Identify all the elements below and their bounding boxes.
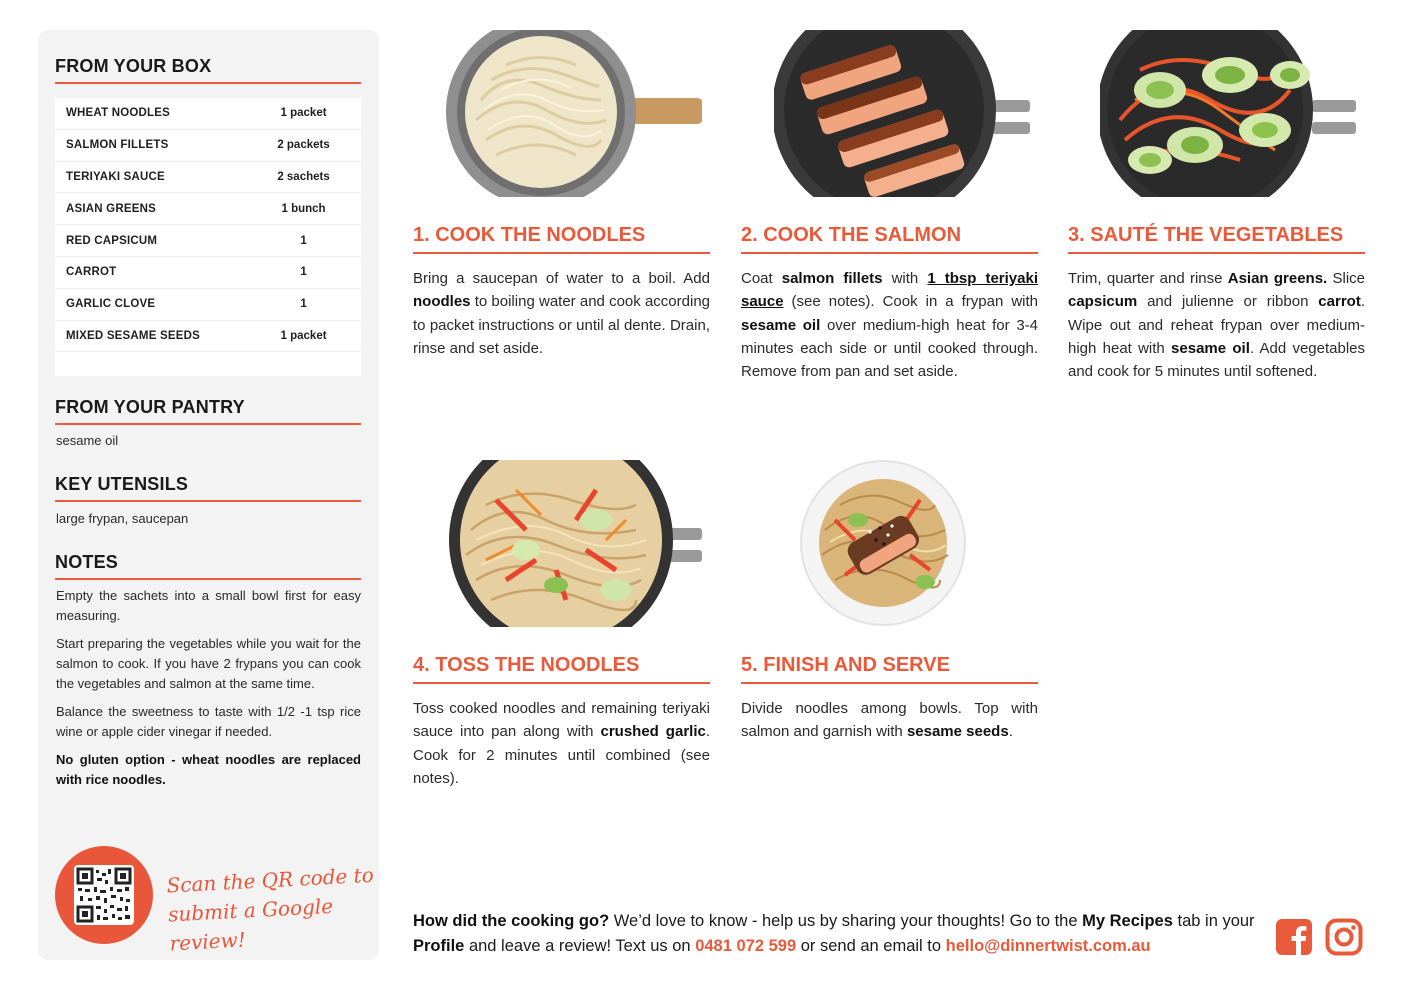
ingredient-name: SALMON FILLETS [66, 139, 169, 152]
notes-heading: NOTES [55, 552, 361, 580]
qr-caption-line: Scan the QR code to [165, 862, 375, 898]
pantry-heading: FROM YOUR PANTRY [55, 397, 361, 425]
note-item: Start preparing the vegetables while you wait for the salmon to cook. If you have 2 frypans you can cook the vegetables and salmon at the same time. [56, 636, 361, 691]
step-4-body: Toss cooked noodles and remaining teriyaki sauce into pan along with crushed garlic. Cook for 2 minutes until combined (see notes). [413, 700, 710, 787]
step-5-title: 5. FINISH AND SERVE [741, 654, 1038, 684]
ingredient-qty: 1 packet [280, 329, 327, 342]
ingredient-name: GARLIC CLOVE [66, 298, 156, 311]
step-4-title: 4. TOSS THE NOODLES [413, 654, 710, 684]
email-link[interactable]: hello@dinnertwist.com.au [945, 937, 1151, 955]
ingredient-qty: 2 sachets [277, 170, 330, 183]
ingredient-name: TERIYAKI SAUCE [66, 170, 165, 183]
step-3-title: 3. SAUTÉ THE VEGETABLES [1068, 224, 1365, 254]
qr-code-icon[interactable] [74, 865, 134, 925]
step-1-title: 1. COOK THE NOODLES [413, 224, 710, 254]
ingredients-table [55, 98, 361, 376]
qr-caption-line: submit a Google review! [167, 893, 334, 956]
table-row [55, 289, 361, 321]
teriyaki-measure: 1 tbsp teriyaki sauce [741, 270, 1038, 311]
ingredient-qty: 1 bunch [281, 202, 326, 215]
table-row [55, 130, 361, 162]
phone-link[interactable]: 0481 072 599 [695, 937, 797, 955]
review-footer: How did the cooking go? We’d love to know - help us by sharing your thoughts! Go to the My Recipes tab in your Profile and leave a review! Text us on 0481 072 599 or send an email to hello@dinnertwist.com.au [413, 912, 1255, 955]
toss-noodles-photo [446, 460, 702, 627]
table-row [55, 321, 361, 353]
vegetables-pan-photo [1100, 30, 1356, 197]
from-your-box-heading: FROM YOUR BOX [55, 56, 361, 84]
sidebar [38, 30, 379, 960]
table-row [55, 162, 361, 194]
ingredient-qty: 1 [300, 298, 307, 311]
ingredient-name: MIXED SESAME SEEDS [66, 329, 200, 342]
ingredient-qty: 1 [300, 234, 307, 247]
pantry-text: sesame oil [56, 433, 119, 448]
facebook-icon[interactable] [1275, 918, 1313, 956]
step-2-body: Coat salmon fillets with 1 tbsp teriyaki sauce (see notes). Cook in a frypan with sesame oil over medium-high heat for 3-4 minutes each side or until cooked through. Remove from pan and set aside. [741, 270, 1038, 381]
footer-question: How did the cooking go? [413, 912, 610, 930]
salmon-pan-photo [774, 30, 1030, 197]
table-row [55, 257, 361, 289]
served-bowl-photo [800, 460, 966, 627]
step-1-body: Bring a saucepan of water to a boil. Add noodles to boiling water and cook according to packet instructions or until al dente. Drain, rinse and set aside. [413, 270, 710, 357]
noodles-strainer-photo [446, 30, 702, 197]
ingredient-qty: 1 packet [280, 107, 327, 120]
table-row [55, 193, 361, 225]
step-5-body: Divide noodles among bowls. Top with salmon and garnish with sesame seeds. [741, 700, 1038, 741]
step-3-body: Trim, quarter and rinse Asian greens. Slice capsicum and julienne or ribbon carrot. Wipe out and reheat frypan over medium-high heat with sesame oil. Add vegetables and cook for 5 minutes until softened. [1068, 270, 1366, 381]
note-item: Balance the sweetness to taste with 1/2 -1 tsp rice wine or apple cider vinegar if needed. [56, 704, 361, 739]
instagram-icon[interactable] [1325, 918, 1363, 956]
ingredient-name: CARROT [66, 266, 117, 279]
notes-list [56, 586, 361, 798]
ingredient-name: WHEAT NOODLES [66, 107, 170, 120]
note-item: Empty the sachets into a small bowl first for easy measuring. [56, 588, 361, 623]
utensils-heading: KEY UTENSILS [55, 474, 361, 502]
qr-badge[interactable] [55, 846, 153, 944]
ingredient-name: ASIAN GREENS [66, 202, 156, 215]
table-row [55, 98, 361, 130]
note-item-gluten: No gluten option - wheat noodles are replaced with rice noodles. [56, 752, 361, 787]
table-row [55, 225, 361, 257]
step-2-title: 2. COOK THE SALMON [741, 224, 1038, 254]
ingredient-qty: 1 [300, 266, 307, 279]
qr-caption [166, 861, 381, 959]
ingredient-qty: 2 packets [277, 139, 330, 152]
ingredient-name: RED CAPSICUM [66, 234, 158, 247]
utensils-text: large frypan, saucepan [56, 511, 189, 526]
